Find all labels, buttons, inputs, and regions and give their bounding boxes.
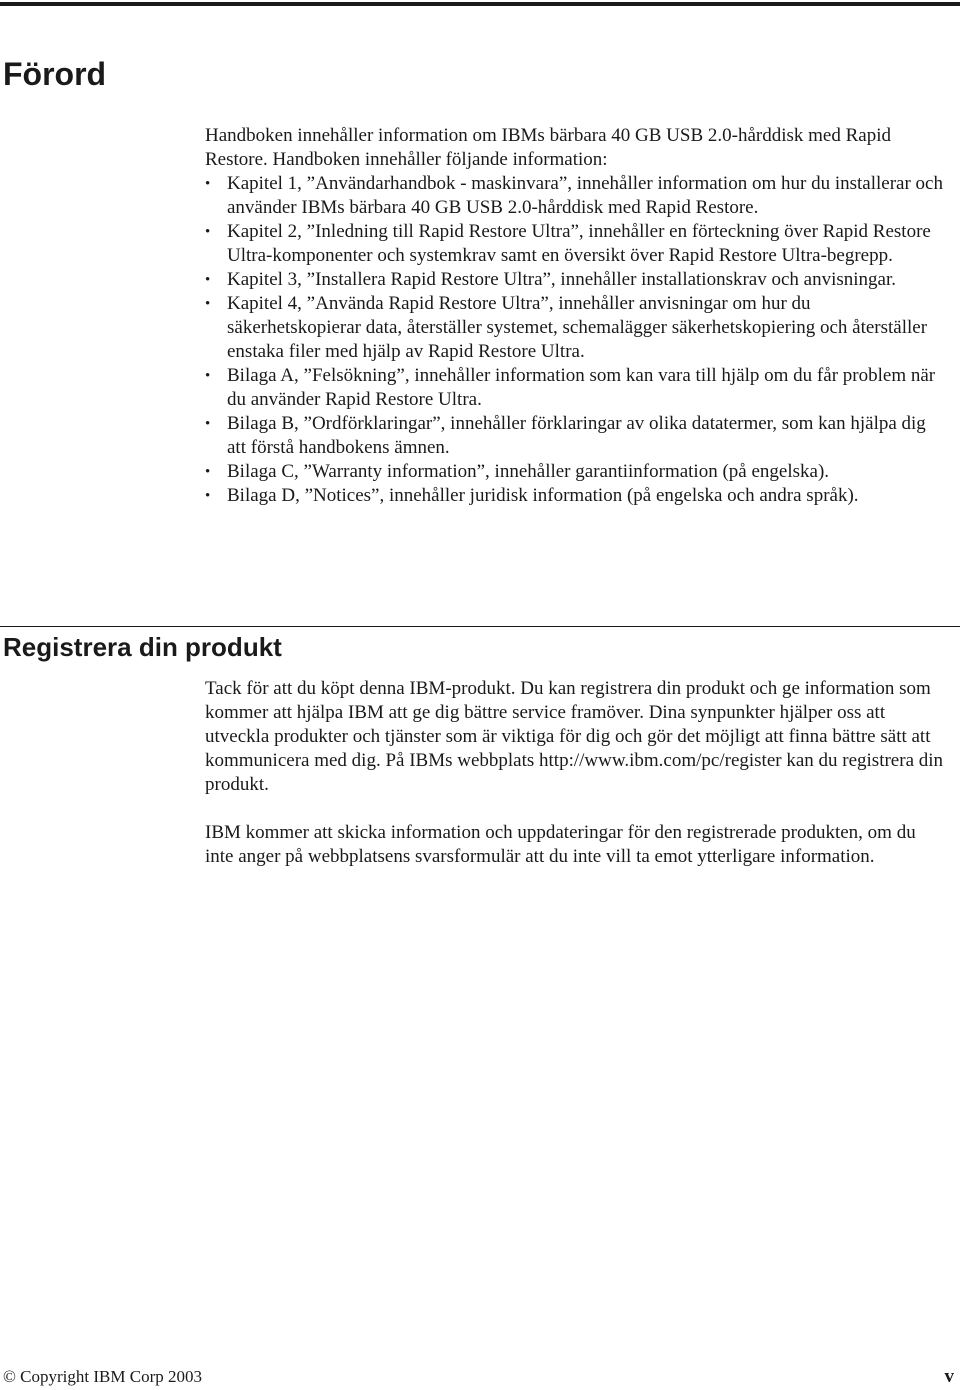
- section-title-register: Registrera din produkt: [3, 632, 282, 662]
- list-item-text: Kapitel 4, ”Använda Rapid Restore Ultra”, innehåller anvisningar om hur du säkerhetskopierar data, återställer systemet, schemalägger säkerhetskopiering och återställer enstaka filer med hjälp av Rapid Restore Ultra.: [227, 293, 928, 362]
- list-item: [205, 268, 945, 292]
- list-item: [205, 292, 945, 364]
- preface-body: [205, 124, 945, 508]
- list-item-text: Bilaga B, ”Ordförklaringar”, innehåller förklaringar av olika datatermer, som kan hjälpa dig att förstå handbokens ämnen.: [227, 413, 926, 458]
- section-divider: [0, 626, 960, 627]
- bullet-icon: •: [205, 224, 211, 240]
- list-item-text: Kapitel 3, ”Installera Rapid Restore Ultra”, innehåller installationskrav och anvisningar.: [227, 269, 897, 290]
- bullet-icon: •: [205, 272, 211, 288]
- page-title: Förord: [3, 56, 107, 92]
- list-item: [205, 460, 945, 484]
- copyright-notice: © Copyright IBM Corp 2003: [3, 1367, 202, 1386]
- list-item: [205, 484, 945, 508]
- bullet-icon: •: [205, 464, 211, 480]
- register-paragraph: IBM kommer att skicka information och uppdateringar för den registrerade produkten, om du inte anger på webbplatsens svarsformulär att du inte vill ta emot ytterligare information.: [205, 822, 916, 867]
- bullet-icon: •: [205, 176, 211, 192]
- preface-intro: Handboken innehåller information om IBMs bärbara 40 GB USB 2.0-hårddisk med Rapid Restore. Handboken innehåller följande information:: [205, 125, 891, 170]
- list-item-text: Kapitel 1, ”Användarhandbok - maskinvara”, innehåller information om hur du installerar och använder IBMs bärbara 40 GB USB 2.0-hårddisk med Rapid Restore.: [227, 173, 943, 218]
- bullet-icon: •: [205, 368, 211, 384]
- list-item: [205, 172, 945, 220]
- list-item-text: Bilaga C, ”Warranty information”, innehåller garantiinformation (på engelska).: [227, 461, 830, 482]
- list-item: [205, 220, 945, 268]
- bullet-icon: •: [205, 296, 211, 312]
- bullet-icon: •: [205, 416, 211, 432]
- chapter-list: [205, 172, 945, 508]
- page-number: v: [944, 1366, 954, 1387]
- list-item: [205, 364, 945, 412]
- list-item: [205, 412, 945, 460]
- register-paragraph: Tack för att du köpt denna IBM-produkt. Du kan registrera din produkt och ge information som kommer att hjälpa IBM att ge dig bättre service framöver. Dina synpunkter hjälper oss att utveckla produkter och tjänster som är viktiga för dig och gör det möjligt att finna bättre sätt att kommunicera med dig. På IBMs webbplats http://www.ibm.com/pc/register kan du registrera din produkt.: [205, 678, 944, 795]
- top-rule: [0, 2, 960, 6]
- register-body: [205, 677, 945, 869]
- list-item-text: Bilaga D, ”Notices”, innehåller juridisk information (på engelska och andra språk).: [227, 485, 859, 506]
- bullet-icon: •: [205, 488, 211, 504]
- list-item-text: Bilaga A, ”Felsökning”, innehåller information som kan vara till hjälp om du får problem när du använder Rapid Restore Ultra.: [227, 365, 936, 410]
- list-item-text: Kapitel 2, ”Inledning till Rapid Restore Ultra”, innehåller en förteckning över Rapid Restore Ultra-komponenter och systemkrav samt en översikt över Rapid Restore Ultra-begrepp.: [227, 221, 931, 266]
